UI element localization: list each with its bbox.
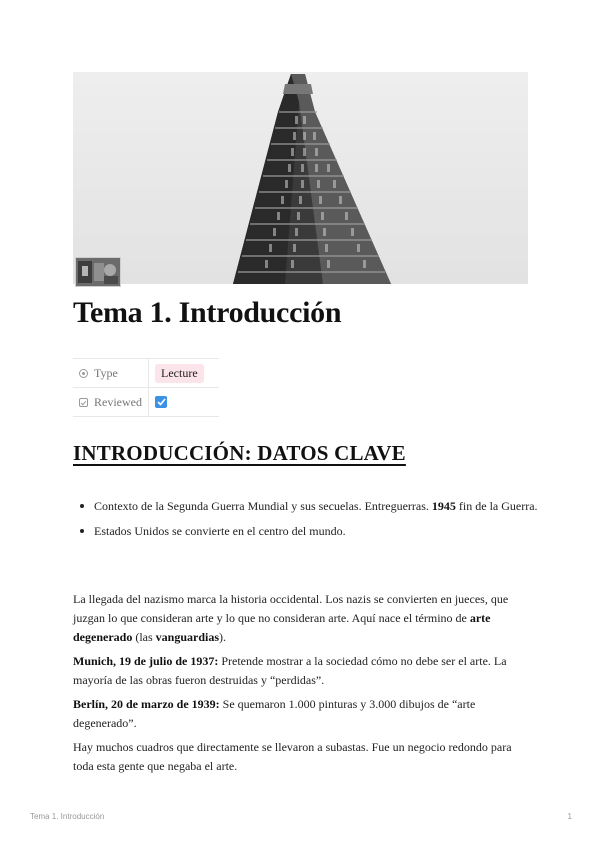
footer-title: Tema 1. Introducción bbox=[30, 812, 105, 821]
paragraph bbox=[73, 590, 523, 647]
property-key-label: Type bbox=[94, 365, 118, 380]
body-text bbox=[73, 590, 523, 781]
property-key bbox=[73, 388, 149, 416]
paragraph-text: ). bbox=[219, 630, 227, 644]
check-icon bbox=[157, 398, 166, 406]
bold-date: Berlín, 20 de marzo de 1939: bbox=[73, 697, 220, 711]
checkbox-property-icon bbox=[79, 398, 88, 407]
painting-thumbnail-icon bbox=[76, 258, 120, 286]
type-tag[interactable]: Lecture bbox=[155, 364, 204, 383]
properties-table bbox=[73, 358, 219, 417]
select-property-icon bbox=[79, 369, 88, 378]
paragraph-text: Pretende mostrar a la sociedad cómo no debe ser el arte. La mayoría de las obras fueron destruidas y “perdidas”. bbox=[73, 654, 507, 687]
page-title: Tema 1. Introducción bbox=[73, 296, 342, 329]
list-item-text: Estados Unidos se convierte en el centro del mundo. bbox=[94, 524, 346, 538]
list-item-text: fin de la Guerra. bbox=[455, 499, 538, 513]
property-row-reviewed bbox=[73, 387, 219, 417]
paragraph bbox=[73, 652, 523, 690]
page-footer bbox=[0, 810, 600, 824]
bold-term: vanguardias bbox=[155, 630, 220, 644]
paragraph-text: (las bbox=[132, 630, 156, 644]
property-row-type bbox=[73, 358, 219, 387]
year-highlight: 1945 bbox=[431, 499, 456, 513]
page-icon[interactable] bbox=[75, 257, 121, 287]
list-item-text: Contexto de la Segunda Guerra Mundial y sus secuelas. Entreguerras. bbox=[94, 499, 432, 513]
property-value[interactable] bbox=[149, 359, 219, 387]
bold-term: arte degenerado bbox=[73, 611, 491, 644]
property-key bbox=[73, 359, 149, 387]
section-heading: INTRODUCCIÓN: DATOS CLAVE bbox=[73, 441, 406, 465]
paragraph-text: Se quemaron 1.000 pinturas y 3.000 dibujos de “arte degenerado”. bbox=[73, 697, 476, 730]
bold-date: Munich, 19 de julio de 1937: bbox=[73, 654, 219, 668]
property-value[interactable] bbox=[149, 388, 219, 416]
list-item bbox=[94, 522, 544, 540]
page-number: 1 bbox=[567, 812, 572, 821]
paragraph-text: La llegada del nazismo marca la historia occidental. Los nazis se convierten en jueces, que juzgan lo que consideran arte y lo que no consideran arte. Aquí nace el término de bbox=[73, 592, 509, 625]
paragraph-text: Hay muchos cuadros que directamente se llevaron a subastas. Fue un negocio redondo para toda esta gente que negaba el arte. bbox=[73, 740, 512, 773]
paragraph bbox=[73, 695, 523, 733]
paragraph bbox=[73, 738, 523, 776]
bullet-list bbox=[73, 497, 544, 547]
flatiron-building-photo bbox=[73, 72, 528, 284]
list-item bbox=[94, 497, 544, 515]
cover-image bbox=[73, 72, 528, 284]
property-key-label: Reviewed bbox=[94, 394, 142, 409]
reviewed-checkbox[interactable] bbox=[155, 396, 167, 408]
